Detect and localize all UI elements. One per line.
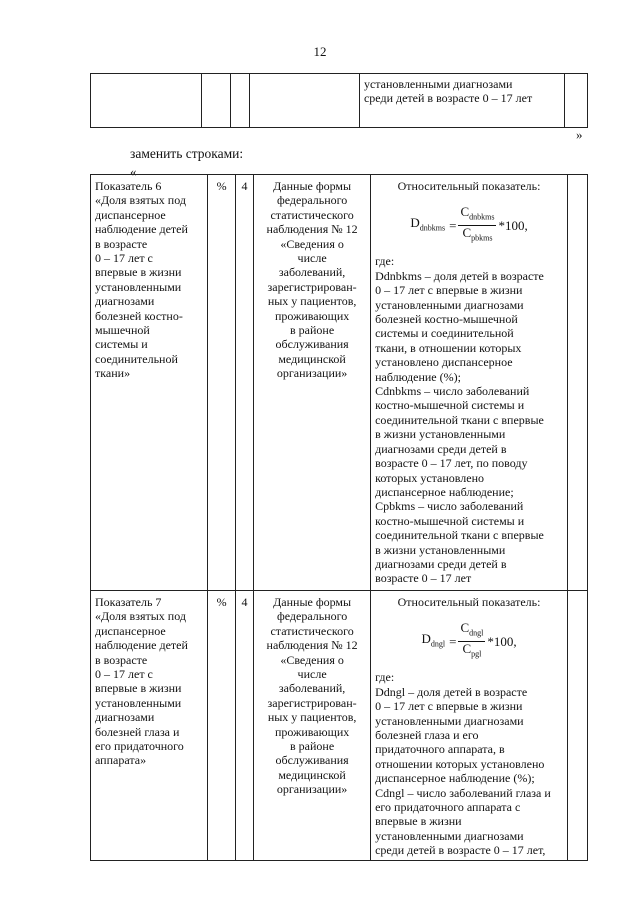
- text-line: соединительной: [95, 351, 178, 366]
- text-line: в возрасте: [95, 652, 148, 667]
- text-line: зарегистрирован-: [267, 279, 357, 294]
- formula-subscript: pgl: [471, 650, 482, 659]
- text-line: в жизни установленными: [375, 542, 506, 557]
- text-line: установленными: [95, 695, 182, 710]
- source-cell: [254, 591, 371, 861]
- empty-cell-weight: [230, 74, 250, 128]
- empty-cell-source: [250, 74, 360, 128]
- text-line: наблюдение (%);: [375, 369, 461, 384]
- text-line: соединительной ткани с впервые: [375, 528, 544, 543]
- formula-symbol: C: [460, 620, 470, 636]
- text-line: его придаточного: [95, 739, 184, 754]
- text-line: медицинской: [278, 767, 346, 782]
- text-line: проживающих: [274, 308, 350, 323]
- indicator-name-cell: [91, 175, 208, 591]
- indicators-table: [90, 174, 588, 861]
- text-line: диспансерное наблюдение;: [375, 484, 514, 499]
- text-line: системы и соединительной: [375, 326, 514, 341]
- text-line: 0 – 17 лет с: [95, 667, 153, 682]
- text-line: наблюдения № 12: [266, 222, 358, 237]
- formula-symbol: D: [410, 214, 420, 230]
- text-line: возрасте 0 – 17 лет, по поводу: [375, 456, 528, 471]
- text-line: диспансерное: [95, 623, 166, 638]
- text-line: придаточного аппарата, в: [375, 742, 505, 757]
- text-line: Показатель 7: [95, 595, 162, 609]
- text-line: диагнозами среди детей в: [375, 441, 507, 456]
- formula-subscript: dnbkms: [469, 213, 495, 222]
- closing-quote: »: [576, 127, 583, 142]
- text-line: Ddngl – доля детей в возрасте: [375, 684, 528, 699]
- text-line: установленными диагнозами: [363, 77, 513, 91]
- source-cell: [254, 175, 371, 591]
- text-line: костно-мышечной системы и: [375, 513, 525, 528]
- empty-cell-name: [91, 74, 202, 128]
- formula-numerator: [458, 621, 485, 642]
- text-line: организации»: [276, 366, 348, 381]
- text-line: наблюдение детей: [95, 638, 188, 653]
- text-line: установлено диспансерное: [375, 355, 513, 370]
- opening-quote: «: [130, 164, 137, 179]
- formula-subscript: dnbkms: [419, 223, 446, 233]
- formula-tail: *100,: [498, 217, 528, 233]
- text-line: среди детей в возрасте 0 – 17 лет: [363, 91, 533, 106]
- text-line: зарегистрирован-: [267, 695, 357, 710]
- text-line: наблюдения № 12: [266, 638, 358, 653]
- text-line: которых установлено: [375, 470, 485, 485]
- formula-subscript: pbkms: [471, 234, 493, 243]
- formula-symbol: C: [462, 641, 472, 657]
- formula-subscript: dngl: [430, 639, 446, 649]
- formula-fraction: [458, 205, 496, 246]
- text-line: впервые в жизни: [95, 265, 182, 280]
- empty-cell-last: [567, 591, 587, 861]
- text-line: Ddnbkms – доля детей в возрасте: [375, 268, 544, 283]
- text-line: федерального: [276, 193, 348, 208]
- text-line: установленными диагнозами: [375, 713, 524, 728]
- text-line: числе: [297, 251, 327, 266]
- replace-instruction: заменить строками:: [130, 146, 244, 161]
- text-line: обслуживания: [275, 753, 349, 768]
- formula-denominator: [460, 226, 494, 246]
- text-line: болезней глаза и его: [375, 728, 479, 743]
- text-line: «Сведения о: [280, 236, 344, 251]
- text-line: Данные формы: [273, 179, 352, 193]
- weight-cell: 4: [235, 591, 253, 861]
- text-line: впервые в жизни: [95, 681, 182, 696]
- table-row-indicator-6: [91, 175, 588, 591]
- text-line: наблюдение детей: [95, 222, 188, 237]
- formula-tail: *100,: [487, 633, 517, 649]
- text-line: Cpbkms – число заболеваний: [375, 499, 524, 514]
- formula-fraction: [458, 621, 485, 662]
- method-title: Относительный показатель:: [397, 179, 541, 193]
- text-line: аппарата»: [95, 753, 147, 768]
- empty-cell-unit: [201, 74, 230, 128]
- empty-cell-last: [565, 74, 588, 128]
- method-title: Относительный показатель:: [397, 595, 541, 609]
- formula-lhs: [410, 216, 445, 236]
- text-line: Cdngl – число заболеваний глаза и: [375, 785, 551, 800]
- text-line: в возрасте: [95, 236, 148, 251]
- method-cell: [371, 591, 568, 861]
- text-line: проживающих: [274, 724, 350, 739]
- text-line: в жизни установленными: [375, 427, 506, 442]
- method-cell: [359, 74, 564, 128]
- continued-table-row: [90, 73, 588, 128]
- text-line: где:: [375, 670, 395, 685]
- text-line: соединительной ткани с впервые: [375, 412, 544, 427]
- formula: [375, 205, 563, 246]
- text-line: отношении которых установлено: [375, 756, 545, 771]
- text-line: ных у пациентов,: [267, 710, 357, 725]
- text-line: возрасте 0 – 17 лет: [375, 571, 472, 586]
- text-line: «Сведения о: [280, 652, 344, 667]
- text-line: ткани»: [95, 366, 131, 381]
- text-line: ных у пациентов,: [267, 294, 357, 309]
- method-cell: [371, 175, 568, 591]
- text-line: Показатель 6: [95, 179, 162, 193]
- text-line: диспансерное: [95, 207, 166, 222]
- empty-cell-last: [567, 175, 587, 591]
- text-line: его придаточного аппарата с: [375, 800, 521, 815]
- text-line: статистического: [270, 207, 354, 222]
- formula-subscript: dngl: [469, 629, 484, 638]
- text-line: федерального: [276, 609, 348, 624]
- formula-symbol: D: [421, 630, 431, 646]
- text-line: болезней глаза и: [95, 724, 180, 739]
- text-line: мышечной: [95, 323, 150, 338]
- text-line: «Доля взятых под: [95, 193, 186, 208]
- text-line: в районе: [290, 323, 335, 338]
- page-number: 12: [313, 44, 327, 59]
- formula-denominator: [460, 642, 483, 662]
- text-line: где:: [375, 254, 395, 269]
- text-line: болезней костно-: [95, 308, 183, 323]
- text-line: диагнозами: [95, 710, 155, 725]
- formula-equals: =: [449, 217, 457, 233]
- unit-cell: %: [208, 591, 235, 861]
- text-line: Данные формы: [273, 595, 352, 609]
- text-line: 0 – 17 лет с впервые в жизни: [375, 283, 523, 298]
- text-line: статистического: [270, 623, 354, 638]
- formula: [375, 621, 563, 662]
- text-line: организации»: [276, 782, 348, 797]
- text-line: костно-мышечной системы и: [375, 398, 525, 413]
- text-line: 0 – 17 лет с впервые в жизни: [375, 699, 523, 714]
- text-line: болезней костно-мышечной: [375, 312, 518, 327]
- text-line: в районе: [290, 739, 335, 754]
- text-line: диспансерное наблюдение (%);: [375, 771, 535, 786]
- text-line: диагнозами среди детей в: [375, 556, 507, 571]
- text-line: установленными диагнозами: [375, 828, 524, 843]
- text-line: «Доля взятых под: [95, 609, 186, 624]
- text-line: заболеваний,: [278, 681, 346, 696]
- table-row-indicator-7: [91, 591, 588, 861]
- unit-cell: %: [208, 175, 235, 591]
- indicator-name-cell: [91, 591, 208, 861]
- formula-numerator: [458, 205, 496, 226]
- text-line: числе: [297, 667, 327, 682]
- text-line: обслуживания: [275, 337, 349, 352]
- text-line: системы и: [95, 337, 148, 352]
- text-line: установленными диагнозами: [375, 297, 524, 312]
- text-line: ткани, в отношении которых: [375, 340, 522, 355]
- text-line: 0 – 17 лет с: [95, 251, 153, 266]
- text-line: диагнозами: [95, 294, 155, 309]
- text-line: установленными: [95, 279, 182, 294]
- formula-symbol: C: [460, 204, 470, 220]
- formula-symbol: C: [462, 225, 472, 241]
- text-line: Cdnbkms – число заболеваний: [375, 384, 530, 399]
- text-line: медицинской: [278, 351, 346, 366]
- text-line: заболеваний,: [278, 265, 346, 280]
- weight-cell: 4: [235, 175, 253, 591]
- text-line: среди детей в возрасте 0 – 17 лет,: [375, 843, 546, 858]
- text-line: впервые в жизни: [375, 814, 462, 829]
- formula-equals: =: [449, 633, 457, 649]
- formula-lhs: [421, 632, 445, 652]
